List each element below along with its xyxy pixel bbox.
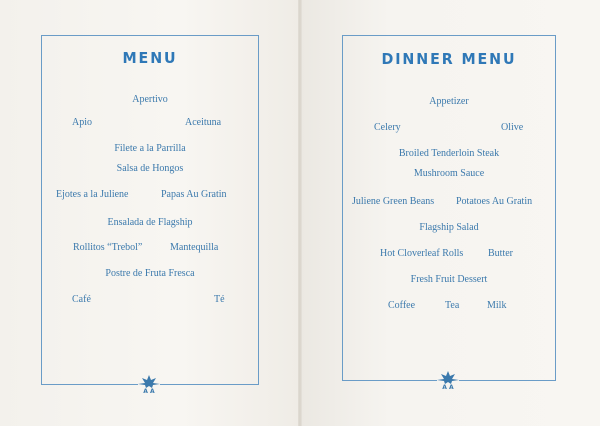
menu-item-sauce: Salsa de Hongos (116, 163, 184, 174)
menu-item-coffee: Coffee (388, 300, 416, 311)
menu-item-dessert: Postre de Fruta Fresca (105, 268, 195, 279)
menu-item-sauce: Mushroom Sauce (413, 168, 485, 179)
menu-item-potatoes: Potatoes Au Gratin (456, 196, 533, 207)
eagle-aa-logo-icon (136, 374, 162, 394)
menu-item-butter: Mantequilla (170, 242, 219, 253)
menu-item-beans: Ejotes a la Juliene (56, 189, 129, 200)
menu-item-aceituna: Aceituna (185, 117, 222, 128)
dinner-menu-title: DINNER MENU (381, 50, 517, 68)
english-menu-frame (342, 35, 556, 381)
menu-item-beans: Juliene Green Beans (352, 196, 435, 207)
eagle-aa-logo-icon (435, 370, 461, 390)
menu-item-rolls: Hot Cloverleaf Rolls (380, 248, 464, 259)
menu-item-salad: Flagship Salad (419, 222, 479, 233)
menu-item-milk: Milk (487, 300, 507, 311)
menu-item-olive: Olive (501, 122, 524, 133)
menu-item-tea: Tea (445, 300, 460, 311)
spanish-menu-frame (41, 35, 259, 385)
menu-title: MENU (122, 49, 178, 67)
menu-item-steak: Filete a la Parrilla (114, 143, 186, 154)
menu-item-celery: Celery (374, 122, 401, 133)
menu-item-potatoes: Papas Au Gratin (161, 189, 227, 200)
menu-item-steak: Broiled Tenderloin Steak (398, 148, 500, 159)
menu-item-salad: Ensalada de Flagship (107, 217, 193, 228)
menu-item-appetizer: Appetizer (429, 96, 469, 107)
menu-item-appetizer: Apertivo (132, 94, 168, 105)
menu-item-tea: Té (214, 294, 225, 305)
menu-item-apio: Apio (72, 117, 92, 128)
page-fold (298, 0, 302, 426)
menu-item-dessert: Fresh Fruit Dessert (410, 274, 488, 285)
menu-item-coffee: Café (72, 294, 91, 305)
menu-item-rolls: Rollitos “Trebol” (73, 242, 143, 253)
menu-item-butter: Butter (488, 248, 513, 259)
svg-text:A A: A A (442, 384, 454, 390)
svg-text:A A: A A (143, 388, 155, 394)
